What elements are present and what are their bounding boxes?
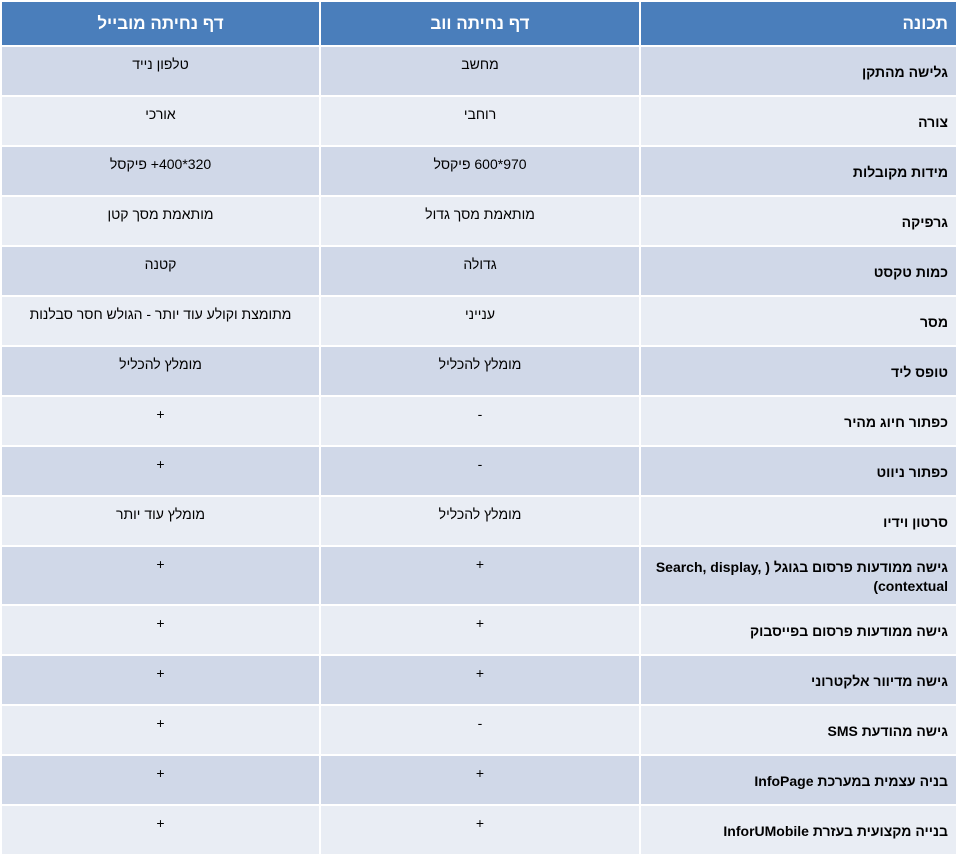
web-cell: + [320, 605, 640, 655]
web-cell: - [320, 446, 640, 496]
table-row [1, 346, 956, 396]
web-cell: ענייני [320, 296, 640, 346]
header-row [1, 1, 956, 46]
mobile-cell: + [1, 655, 320, 705]
header-mobile: דף נחיתה מובייל [1, 1, 320, 46]
mobile-cell: מומלץ עוד יותר [1, 496, 320, 546]
web-cell: - [320, 396, 640, 446]
feature-cell: גרפיקה [640, 196, 956, 246]
web-cell: מותאמת מסך גדול [320, 196, 640, 246]
mobile-cell: + [1, 705, 320, 755]
feature-cell: טופס ליד [640, 346, 956, 396]
feature-cell: גישה מהודעת SMS [640, 705, 956, 755]
feature-cell: מסר [640, 296, 956, 346]
table-row [1, 296, 956, 346]
mobile-cell: קטנה [1, 246, 320, 296]
feature-cell: בנייה מקצועית בעזרת InforUMobile [640, 805, 956, 855]
web-cell: + [320, 655, 640, 705]
mobile-cell: טלפון נייד [1, 46, 320, 96]
header-web: דף נחיתה ווב [320, 1, 640, 46]
web-cell: מומלץ להכליל [320, 496, 640, 546]
feature-cell: בניה עצמית במערכת InfoPage [640, 755, 956, 805]
mobile-cell: 320*400+ פיקסל [1, 146, 320, 196]
feature-cell: סרטון וידיו [640, 496, 956, 546]
table-row [1, 605, 956, 655]
table-row [1, 396, 956, 446]
mobile-cell: + [1, 546, 320, 605]
mobile-cell: מתומצת וקולע עוד יותר - הגולש חסר סבלנות [1, 296, 320, 346]
feature-cell: צורה [640, 96, 956, 146]
mobile-cell: + [1, 396, 320, 446]
mobile-cell: אורכי [1, 96, 320, 146]
web-cell: רוחבי [320, 96, 640, 146]
table-row [1, 496, 956, 546]
table-row [1, 46, 956, 96]
feature-cell: גישה ממודעות פרסום בגוגל ( Search, display, contextual) [640, 546, 956, 605]
table-row [1, 246, 956, 296]
table-row [1, 705, 956, 755]
mobile-cell: + [1, 605, 320, 655]
feature-cell: כמות טקסט [640, 246, 956, 296]
web-cell: + [320, 755, 640, 805]
feature-cell: גלישה מהתקן [640, 46, 956, 96]
web-cell: - [320, 705, 640, 755]
table-row [1, 655, 956, 705]
table-row [1, 146, 956, 196]
web-cell: + [320, 805, 640, 855]
table-row [1, 546, 956, 605]
feature-cell: גישה ממודעות פרסום בפייסבוק [640, 605, 956, 655]
web-cell: 970*600 פיקסל [320, 146, 640, 196]
web-cell: גדולה [320, 246, 640, 296]
table-row [1, 446, 956, 496]
feature-cell: מידות מקובלות [640, 146, 956, 196]
mobile-cell: + [1, 446, 320, 496]
mobile-cell: מומלץ להכליל [1, 346, 320, 396]
feature-cell: כפתור ניווט [640, 446, 956, 496]
mobile-cell: + [1, 755, 320, 805]
feature-cell: גישה מדיוור אלקטרוני [640, 655, 956, 705]
mobile-cell: + [1, 805, 320, 855]
header-feature: תכונה [640, 1, 956, 46]
web-cell: + [320, 546, 640, 605]
web-cell: מומלץ להכליל [320, 346, 640, 396]
table-row [1, 196, 956, 246]
table-row [1, 96, 956, 146]
feature-cell: כפתור חיוג מהיר [640, 396, 956, 446]
web-cell: מחשב [320, 46, 640, 96]
mobile-cell: מותאמת מסך קטן [1, 196, 320, 246]
table-row [1, 755, 956, 805]
table-row [1, 805, 956, 855]
